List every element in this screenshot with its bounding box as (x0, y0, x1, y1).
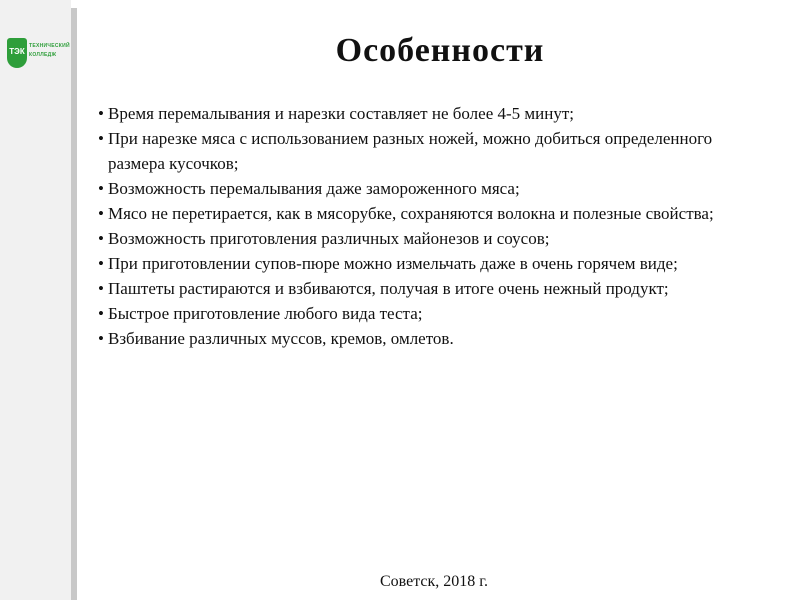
feature-item: • Мясо не перетирается, как в мясорубке, сохраняются волокна и полезные свойства; (98, 201, 738, 226)
logo-text-line2: КОЛЛЕДЖ (29, 52, 57, 58)
left-divider (71, 8, 77, 600)
logo-shield-icon: ТЭК (7, 38, 27, 68)
logo-text (29, 42, 69, 60)
slide-title: Особенности (335, 32, 545, 69)
college-logo (7, 38, 69, 70)
feature-item: • При нарезке мяса с использованием разных ножей, можно добиться определенного размера кусочков; (98, 126, 738, 176)
left-decor-band (0, 0, 71, 600)
feature-item: • При приготовлении супов-пюре можно измельчать даже в очень горячем виде; (98, 251, 738, 276)
feature-item: • Время перемалывания и нарезки составляет не более 4-5 минут; (98, 101, 738, 126)
feature-item: • Возможность перемалывания даже замороженного мяса; (98, 176, 738, 201)
feature-item: • Быстрое приготовление любого вида теста; (98, 301, 738, 326)
feature-item: • Взбивание различных муссов, кремов, омлетов. (98, 326, 738, 351)
feature-item: • Возможность приготовления различных майонезов и соусов; (98, 226, 738, 251)
slide-footer: Советск, 2018 г. (380, 573, 489, 590)
features-list (98, 101, 738, 351)
feature-item: • Паштеты растираются и взбиваются, получая в итоге очень нежный продукт; (98, 276, 738, 301)
logo-text-line1: ТЕХНИЧЕСКИЙ (29, 43, 70, 49)
